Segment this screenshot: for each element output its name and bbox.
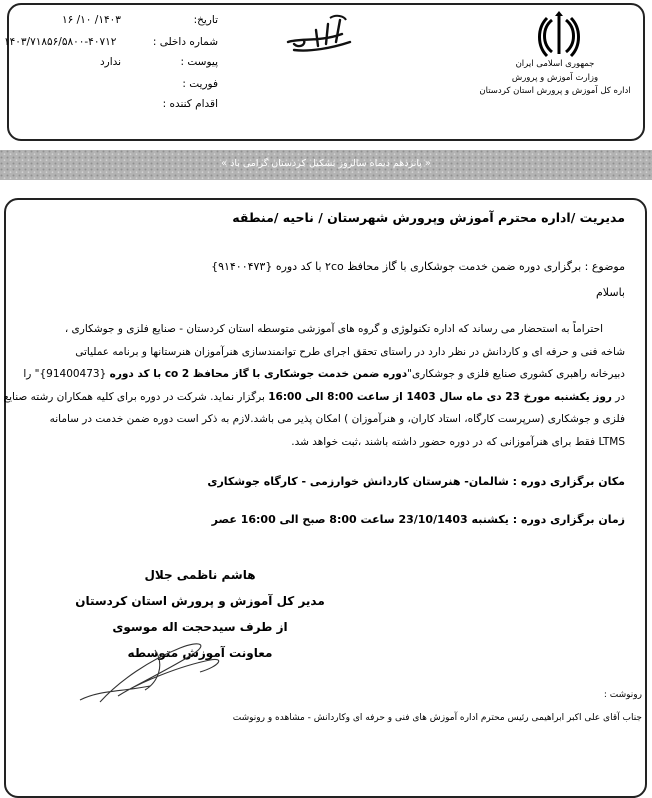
cc-recipient: جناب آقای علی اکبر ابراهیمی رئیس محترم اداره آموزش های فنی و حرفه ای وکاردانش - مشاهده و رونوشت: [232, 713, 642, 723]
salutation: باسلام: [595, 286, 625, 299]
gov-line: اداره کل آموزش و پرورش استان کردستان: [479, 86, 631, 96]
handwritten-signature: [60, 630, 240, 710]
addressee: مدیریت /اداره محترم آموزش وپرورش شهرستان / ناحیه /منطقه: [232, 210, 625, 225]
text-run: در: [615, 390, 625, 403]
cc-label: رونوشت :: [603, 690, 642, 700]
course-location: مکان برگزاری دوره : شالمان- هنرستان کاردانش خوارزمی - کارگاه جوشکاری: [207, 475, 625, 488]
text-run: {91400473}" را: [23, 368, 107, 380]
signer-deputy: معاونت آموزش متوسطه: [127, 646, 273, 660]
bismillah-calligraphy: [280, 12, 360, 62]
paragraph-line: [22, 363, 625, 386]
government-header: [470, 58, 640, 99]
meta-value: ۱۴۰۳/ ۱۰/ ۱۶: [62, 14, 121, 26]
paragraph-line: LTMS فقط برای هنرآموزانی که در دوره حضور داشته باشند ،ثبت خواهد شد.: [291, 435, 625, 448]
gov-line: وزارت آموزش و پرورش: [511, 72, 599, 83]
meta-label: شماره داخلی :: [152, 36, 218, 48]
meta-value: ۱۴۰۳/۷۱۸۵۶/۵۸۰۰-۴۰۷۱۲: [4, 36, 117, 48]
paragraph-line: [3, 386, 625, 409]
paragraph-line: شاخه فنی و حرفه ای و کاردانش در نظر دارد در راستای تحقق اجرای طرح توانمندسازی هنرآموزان هنرستانها و برنامه عملیاتی: [75, 345, 625, 358]
meta-label: تاریخ:: [193, 14, 218, 26]
meta-attachment: [0, 56, 218, 70]
meta-value: ندارد: [100, 56, 122, 68]
occasion-banner: [0, 150, 652, 180]
meta-urgency: [0, 78, 218, 92]
main-paragraph: [3, 318, 625, 453]
meta-number: [0, 36, 218, 50]
meta-handler: [0, 98, 218, 112]
meta-label: اقدام کننده :: [162, 98, 218, 110]
course-date: روز یکشنبه مورخ 23 دی ماه سال 1403 از ساعت 8:00 الی 16:00: [268, 390, 612, 403]
signer-name: هاشم ناظمی جلال: [144, 568, 256, 582]
meta-label: پیوست :: [180, 56, 218, 68]
paragraph-line: احتراماً به استحضار می رساند که اداره تکنولوژی و گروه های آموزشی متوسطه استان کردستان - صنایع فلزی و جوشکاری ،: [64, 323, 603, 335]
gov-line: جمهوری اسلامی ایران: [515, 59, 595, 69]
meta-date: [0, 14, 218, 28]
course-time: زمان برگزاری دوره : یکشنبه 23/10/1403 ساعت 8:00 صبح الی 16:00 عصر: [211, 513, 625, 526]
iran-emblem-icon: [536, 10, 582, 60]
text-run: دبیرخانه راهبری کشوری صنایع فلزی و جوشکاری": [407, 368, 625, 380]
course-title: دوره ضمن خدمت جوشکاری با گاز محافظ co 2 با کد دوره: [109, 368, 408, 380]
signer-title: مدیر کل آموزش و پرورش استان کردستان: [75, 594, 325, 608]
subject-line: موضوع : برگزاری دوره ضمن خدمت جوشکاری با گاز محافظ ۲co با کد دوره {۹۱۴۰۰۴۷۳}: [211, 260, 625, 273]
paragraph-line: فلزی و جوشکاری (سرپرست کارگاه، استاد کاران، و هنرآموزان ) امکان پذیر می باشد.لازم به ذکر است دوره ضمن خدمت در سامانه: [49, 413, 625, 425]
meta-label: فوریت :: [182, 78, 218, 90]
text-run: برگزار نماید. شرکت در دوره برای کلیه همکاران رشته صنایع: [3, 390, 265, 403]
banner-text: « پانزدهم دیماه سالروز تشکیل کردستان گرامی باد »: [221, 158, 431, 169]
signer-behalf: از طرف سیدحجت اله موسوی: [112, 620, 288, 634]
